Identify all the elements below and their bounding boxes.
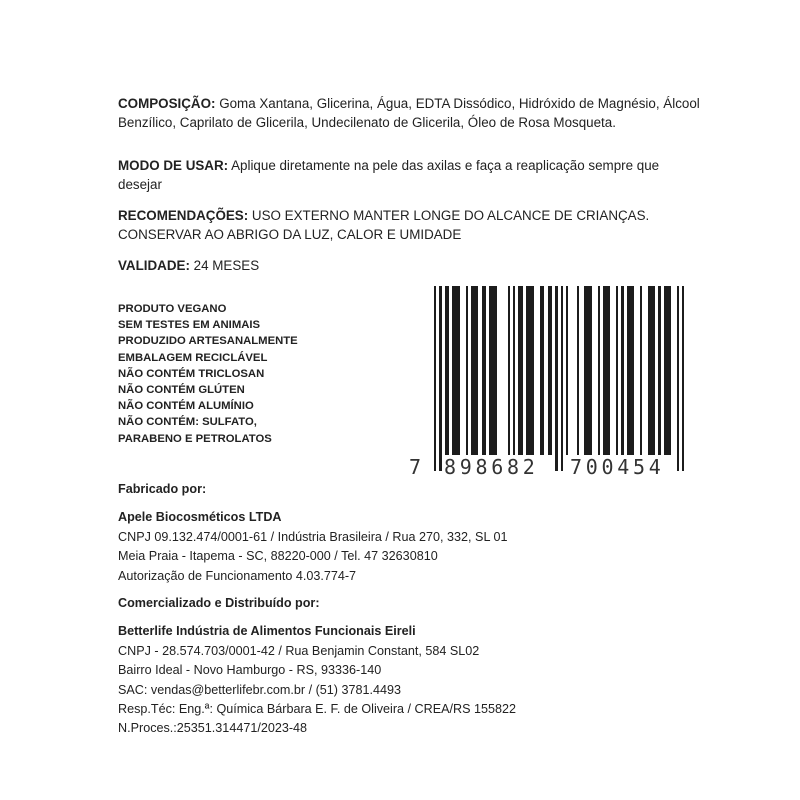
barcode-bar [555, 286, 557, 471]
claim-item: NÃO CONTÉM: SULFATO, [118, 416, 257, 429]
barcode-left-digits: 898682 [444, 455, 539, 479]
barcode-bar [526, 286, 534, 455]
barcode-first-digit: 7 [409, 455, 422, 479]
barcode-bar [577, 286, 579, 455]
ean13-barcode [405, 286, 695, 478]
distribuidor-line: Bairro Ideal - Novo Hamburgo - RS, 93336-140 [118, 663, 382, 678]
recomendacoes-label: RECOMENDAÇÕES: [118, 208, 249, 223]
barcode-bar [648, 286, 656, 455]
validade-section [118, 256, 703, 275]
modo-de-usar-label: MODO DE USAR: [118, 158, 229, 173]
product-claims-list [118, 301, 298, 447]
distribuidor-line: Resp.Téc: Eng.ª: Química Bárbara E. F. de Oliveira / CREA/RS 155822 [118, 702, 517, 717]
fabricante-heading: Fabricado por: [118, 482, 207, 496]
barcode-bar [682, 286, 684, 471]
fabricante-line: Meia Praia - Itapema - SC, 88220-000 / Tel. 47 32630810 [118, 549, 438, 564]
barcode-bar [508, 286, 510, 455]
fabricante-line: Autorização de Funcionamento 4.03.774-7 [118, 568, 357, 583]
distribuidor-name: Betterlife Indústria de Alimentos Funcionais Eireli [118, 624, 416, 639]
barcode-bar [548, 286, 553, 455]
barcode-bar [466, 286, 468, 455]
claim-item: NÃO CONTÉM GLÚTEN [118, 384, 245, 397]
barcode-bar [566, 286, 568, 455]
barcode-bar [598, 286, 600, 455]
distribuidor-section [118, 594, 516, 739]
distribuidor-line: SAC: vendas@betterlifebr.com.br / (51) 3781.4493 [118, 682, 402, 697]
barcode-bar [482, 286, 487, 455]
validade-text: 24 MESES [189, 258, 260, 273]
barcode-bar [561, 286, 563, 471]
recomendacoes-text: USO EXTERNO MANTER LONGE DO ALCANCE DE CRIANÇAS. CONSERVAR AO ABRIGO DA LUZ, CALOR E UMIDADE [118, 208, 650, 242]
barcode-bar [518, 286, 523, 455]
validade-label: VALIDADE: [118, 258, 190, 273]
fabricante-section [118, 480, 507, 586]
claim-item: PRODUTO VEGANO [118, 303, 227, 315]
recomendacoes-section [118, 206, 703, 244]
barcode-bar [627, 286, 635, 455]
barcode-bar [452, 286, 460, 455]
barcode-bar [489, 286, 497, 455]
composicao-section [118, 94, 703, 132]
barcode-bar [445, 286, 450, 455]
composicao-label: COMPOSIÇÃO: [118, 96, 216, 111]
distribuidor-heading: Comercializado e Distribuído por: [118, 596, 320, 610]
claim-item: NÃO CONTÉM TRICLOSAN [118, 367, 265, 380]
barcode-bar [513, 286, 515, 455]
claim-item: SEM TESTES EM ANIMAIS [118, 319, 261, 332]
barcode-bar [640, 286, 642, 455]
barcode-bar [664, 286, 672, 455]
claim-item: NÃO CONTÉM ALUMÍNIO [118, 400, 254, 413]
fabricante-name: Apele Biocosméticos LTDA [118, 510, 282, 525]
modo-de-usar-section [118, 156, 703, 194]
distribuidor-line: N.Proces.:25351.314471/2023-48 [118, 721, 308, 736]
claim-item: EMBALAGEM RECICLÁVEL [118, 351, 268, 364]
barcode-bar [584, 286, 592, 455]
distribuidor-line: CNPJ - 28.574.703/0001-42 / Rua Benjamin Constant, 584 SL02 [118, 643, 480, 658]
barcode-bar [658, 286, 660, 455]
barcode-bar [621, 286, 623, 455]
claim-item: PARABENO E PETROLATOS [118, 432, 272, 445]
barcode-bar [439, 286, 441, 471]
barcode-bar [540, 286, 545, 455]
barcode-bar [603, 286, 611, 455]
composicao-text: Goma Xantana, Glicerina, Água, EDTA Dissódico, Hidróxido de Magnésio, Álcool Benzílico, Caprilato de Glicerila, Undecilenato de Glicerila, Óleo de Rosa Mosqueta. [118, 96, 700, 130]
barcode-bar [434, 286, 436, 471]
claim-item: PRODUZIDO ARTESANALMENTE [118, 335, 298, 348]
barcode-bar [677, 286, 679, 471]
fabricante-line: CNPJ 09.132.474/0001-61 / Indústria Brasileira / Rua 270, 332, SL 01 [118, 529, 508, 544]
barcode-bar [471, 286, 479, 455]
modo-de-usar-text: Aplique diretamente na pele das axilas e faça a reaplicação sempre que desejar [118, 158, 660, 192]
barcode-bar [616, 286, 618, 455]
barcode-right-digits: 700454 [570, 455, 665, 479]
